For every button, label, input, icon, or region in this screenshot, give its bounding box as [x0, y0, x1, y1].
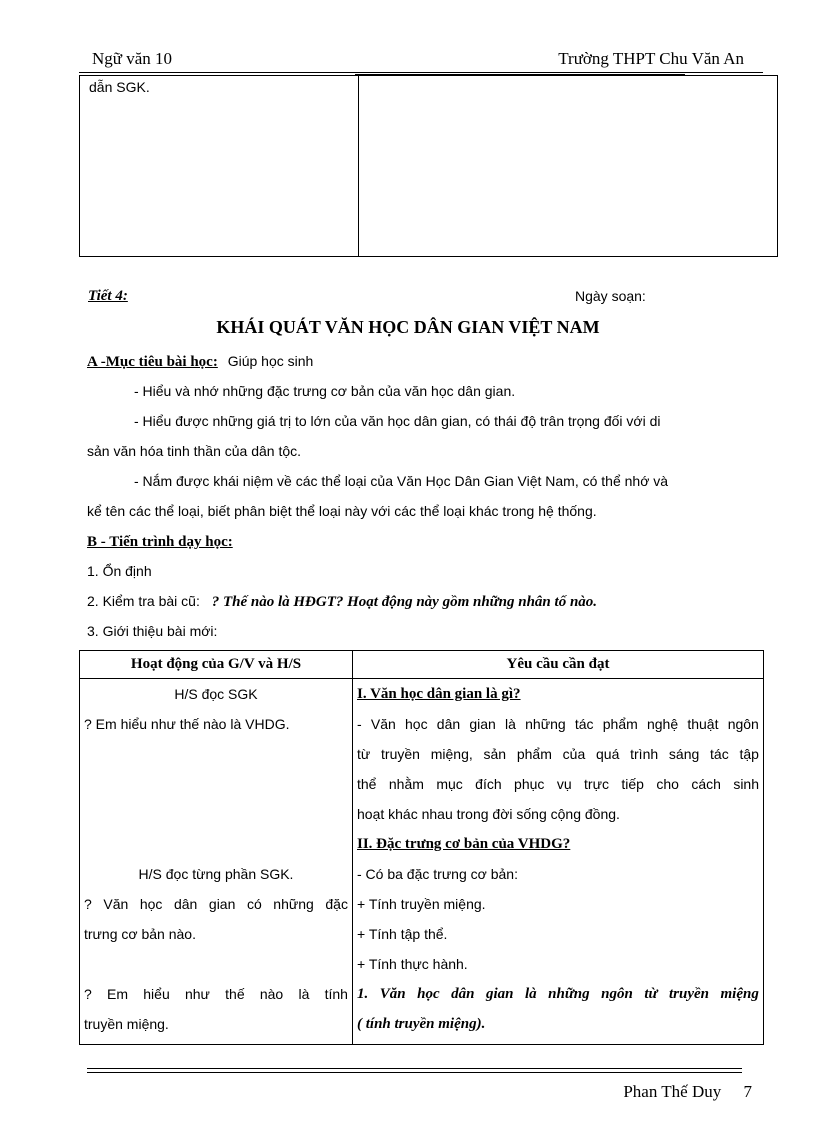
word: hiểu [143, 986, 170, 1002]
header-rule [79, 72, 763, 73]
word: từ [357, 746, 371, 762]
word: gian [469, 716, 496, 732]
activity-read-sgk: H/S đọc SGK [174, 686, 258, 702]
word: Văn [379, 986, 406, 1002]
top-table-left-cell [79, 75, 359, 257]
word: dân [173, 896, 198, 912]
word: đặc [325, 896, 348, 912]
col-header-requirements: Yêu cầu cần đạt [353, 651, 764, 679]
req-point-1-cont: ( tính truyền miệng). [357, 1016, 486, 1032]
word: gian [485, 986, 514, 1002]
step-2 [87, 593, 597, 611]
word: cách [691, 776, 721, 792]
objective-2: - Hiểu được những giá trị to lớn của văn học dân gian, có thái độ trân trọng đối với di [134, 413, 661, 429]
word: miệng, [430, 746, 473, 762]
word: những [273, 896, 314, 912]
col-header-activities: Hoạt động của G/V và H/S [80, 651, 353, 679]
footer-rule-2 [87, 1072, 742, 1073]
req-def-line-4: hoạt khác nhau trong đời sống cộng đồng. [357, 806, 620, 822]
word: thuật [687, 716, 719, 732]
activity-question-traits [84, 889, 348, 919]
word: là [298, 986, 310, 1002]
page-number: 7 [743, 1082, 752, 1101]
section-b-heading-text: B - Tiến trình dạy học: [87, 534, 233, 550]
activity-question-oral-cont: truyền miệng. [84, 1016, 169, 1032]
section-a [87, 353, 313, 371]
word: đích [475, 776, 502, 792]
word: dân [451, 986, 475, 1002]
word: quá [596, 746, 620, 762]
word: học [417, 986, 440, 1002]
word: truyền [381, 746, 420, 762]
word: ngôn [601, 986, 633, 1002]
step-2-label: 2. Kiểm tra bài cũ: [87, 593, 200, 609]
req-trait-collective: + Tính tập thể. [357, 926, 448, 942]
word: tính [324, 986, 348, 1002]
word: của [562, 746, 586, 762]
req-heading-2: II. Đặc trưng cơ bản của VHDG? [357, 836, 571, 852]
word: sáng [668, 746, 700, 762]
word: phẩm [516, 746, 552, 762]
objective-2-cont: sản văn hóa tinh thần của dân tộc. [87, 443, 302, 459]
page-title: KHÁI QUÁT VĂN HỌC DÂN GIAN VIỆT NAM [216, 317, 600, 337]
req-trait-practical: + Tính thực hành. [357, 956, 468, 972]
activity-table-row [80, 679, 764, 1045]
footer-rule [87, 1068, 742, 1069]
activity-table-header [80, 651, 764, 679]
word: có [246, 896, 262, 912]
prep-date: Ngày soạn: [575, 288, 646, 304]
objective-1: - Hiểu và nhớ những đặc trưng cơ bản của văn học dân gian. [134, 383, 516, 399]
header-right: Trường THPT Chu Văn An [558, 49, 744, 68]
word: nào [259, 986, 284, 1002]
word: học [139, 896, 163, 912]
req-def-line-2 [357, 739, 759, 769]
word: gian [208, 896, 236, 912]
word: học [405, 716, 428, 732]
word: truyền [669, 986, 710, 1002]
word: vụ [556, 776, 572, 792]
word: tiếp [621, 776, 644, 792]
word: những [548, 986, 590, 1002]
requirements-cell [353, 679, 764, 1045]
word: ? [84, 896, 92, 912]
activity-question-traits-cont: trưng cơ bản nào. [84, 926, 196, 942]
step-3: 3. Giới thiệu bài mới: [87, 623, 218, 639]
objective-3-cont: kể tên các thể loại, biết phân biệt thể loại này với các thể loại khác trong hệ thống. [87, 503, 597, 519]
section-a-intro: Giúp học sinh [227, 353, 314, 369]
word: mục [436, 776, 463, 792]
footer [623, 1082, 752, 1102]
req-point-1 [357, 979, 759, 1009]
req-def-line-3 [357, 769, 759, 799]
word: thế [225, 986, 245, 1002]
word: dân [436, 716, 461, 732]
word: Văn [103, 896, 129, 912]
step-1: 1. Ổn định [87, 563, 152, 579]
word: trực [584, 776, 609, 792]
word: tác [710, 746, 729, 762]
word: nhằm [388, 776, 424, 792]
activity-question-oral [84, 979, 348, 1009]
word: Văn [370, 716, 396, 732]
activity-question-vhdg: ? Em hiểu như thế nào là VHDG. [84, 716, 290, 732]
word: những [525, 716, 566, 732]
activity-table [79, 650, 764, 1045]
word: tập [739, 746, 759, 762]
word: là [524, 986, 537, 1002]
word: - [357, 716, 362, 732]
activity-read-parts: H/S đọc từng phần SGK. [138, 866, 294, 882]
req-three-traits: - Có ba đặc trưng cơ bản: [357, 866, 518, 882]
word: phục [514, 776, 545, 792]
word: từ [644, 986, 658, 1002]
req-heading-1: I. Văn học dân gian là gì? [357, 686, 521, 702]
word: sinh [733, 776, 759, 792]
objective-3: - Nắm được khái niệm về các thể loại của Văn Học Dân Gian Việt Nam, có thể nhớ và [134, 473, 669, 489]
word: cho [656, 776, 679, 792]
word: sản [483, 746, 507, 762]
step-2-question: ? Thế nào là HĐGT? Hoạt động này gồm những nhân tố nào. [211, 594, 598, 610]
top-table-left-text: dẫn SGK. [89, 79, 150, 95]
lesson-label: Tiết 4: [88, 288, 128, 304]
word: thể [357, 776, 377, 792]
section-b-heading [87, 533, 233, 551]
word: 1. [357, 986, 369, 1002]
word: tác [574, 716, 594, 732]
top-table-right-cell [358, 75, 778, 257]
header-left: Ngữ văn 10 [92, 49, 173, 68]
activities-cell [80, 679, 353, 1045]
word: ? [84, 986, 92, 1002]
word: miệng [720, 986, 759, 1002]
req-trait-oral: + Tính truyền miệng. [357, 896, 486, 912]
word: Em [107, 986, 129, 1002]
section-a-heading: A -Mục tiêu bài học: [87, 354, 218, 370]
req-def-line-1 [357, 709, 759, 739]
word: như [184, 986, 210, 1002]
word: nghệ [646, 716, 679, 732]
footer-author: Phan Thế Duy [623, 1082, 722, 1101]
word: ngôn [727, 716, 759, 732]
word: phẩm [602, 716, 638, 732]
word: trình [630, 746, 659, 762]
word: là [505, 716, 516, 732]
